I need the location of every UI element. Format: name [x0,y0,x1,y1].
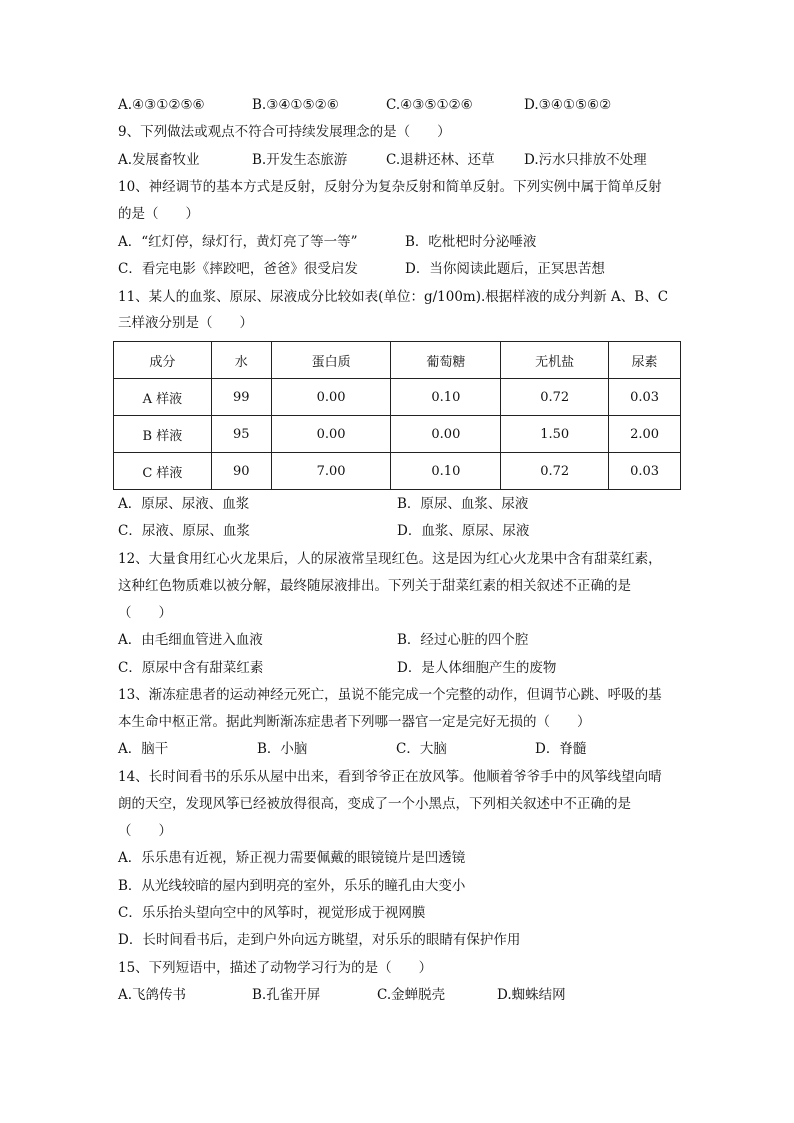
q12-option-d: D．是人体细胞产生的废物 [397,660,557,676]
q15-option-d: D.蜘蛛结网 [497,987,566,1003]
table-cell: 95 [211,416,271,453]
q14-option-a: A．乐乐患有近视，矫正视力需要佩戴的眼镜镜片是凹透镜 [118,850,466,866]
q10-option-c: C．看完电影《摔跤吧，爸爸》很受启发 [118,261,358,277]
table-cell: A 样液 [114,379,212,416]
q13-option-a: A．脑干 [118,741,169,757]
table-cell: C 样液 [114,453,212,490]
q12-option-c: C．原尿中含有甜菜红素 [118,660,264,676]
q12-stem-line1: 12、大量食用红心火龙果后，人的尿液常呈现红色。这是因为红心火龙果中含有甜菜红素， [118,551,662,567]
table-cell: 99 [211,379,271,416]
q11-stem-line2: 三样液分别是（ ） [118,315,253,331]
q8-option-c: C.④③⑤①②⑥ [386,97,473,113]
table-header-cell: 葡萄糖 [391,342,501,379]
q8-option-a: A.④③①②⑤⑥ [118,97,205,113]
q13-option-c: C．大脑 [396,741,447,757]
q14-option-b: B．从光线较暗的屋内到明亮的室外，乐乐的瞳孔由大变小 [118,878,466,894]
table-cell: 0.03 [609,379,681,416]
q10-option-d: D．当你阅读此题后，正冥思苦想 [405,261,605,277]
table-cell: 0.00 [271,379,391,416]
table-cell: 0.72 [501,379,609,416]
q15-option-a: A.飞鸽传书 [118,987,187,1003]
q10-stem-line2: 的是（ ） [118,206,199,222]
q11-composition-table [113,341,681,490]
table-cell: 0.10 [391,379,501,416]
q9-option-d: D.污水只排放不处理 [524,152,647,168]
q10-stem-line1: 10、神经调节的基本方式是反射，反射分为复杂反射和简单反射。下列实例中属于简单反射 [118,179,662,195]
q11-option-a: A．原尿、尿液、血浆 [118,496,250,512]
q8-option-d: D.③④①⑤⑥② [524,97,612,113]
table-cell: 0.10 [391,453,501,490]
q12-stem-line3: （ ） [118,605,172,621]
q11-option-c: C．尿液、原尿、血浆 [118,523,250,539]
q9-option-a: A.发展畜牧业 [118,152,200,168]
q9-option-b: B.开发生态旅游 [252,152,348,168]
table-row [114,416,681,453]
q13-option-b: B．小脑 [257,741,308,757]
q14-stem-line2: 朗的天空，发现风筝已经被放得很高，变成了一个小黑点，下列相关叙述中不正确的是 [118,796,631,812]
table-cell: 90 [211,453,271,490]
q14-stem-line3: （ ） [118,823,172,839]
table-cell: 7.00 [271,453,391,490]
q14-stem-line1: 14、长时间看书的乐乐从屋中出来，看到爷爷正在放风筝。他顺着爷爷手中的风筝线望向晴 [118,769,662,785]
q15-option-b: B.孔雀开屏 [252,987,321,1003]
table-header-cell: 无机盐 [501,342,609,379]
table-header-cell: 蛋白质 [271,342,391,379]
table-cell: 0.03 [609,453,681,490]
table-row [114,453,681,490]
table-header-cell: 成分 [114,342,212,379]
q12-option-b: B．经过心脏的四个腔 [397,632,529,648]
table-row [114,379,681,416]
table-header-cell: 尿素 [609,342,681,379]
q15-stem: 15、下列短语中，描述了动物学习行为的是（ ） [118,960,433,976]
q12-option-a: A．由毛细血管进入血液 [118,632,263,648]
q11-option-d: D．血浆、原尿、尿液 [397,523,530,539]
table-header-cell: 水 [211,342,271,379]
table-header-row [114,342,681,379]
q14-option-d: D．长时间看书后，走到户外向远方眺望，对乐乐的眼睛有保护作用 [118,932,521,948]
q13-stem-line2: 本生命中枢正常。据此判断渐冻症患者下列哪一器官一定是完好无损的（ ） [118,714,591,730]
q15-option-c: C.金蝉脱壳 [377,987,446,1003]
q14-option-c: C．乐乐抬头望向空中的风筝时，视觉形成于视网膜 [118,905,426,921]
q9-option-c: C.退耕还林、还草 [386,152,495,168]
q10-option-a: A．“红灯停，绿灯行，黄灯亮了等一等” [118,234,358,250]
q8-option-b: B.③④①⑤②⑥ [252,97,339,113]
table-cell: 0.00 [271,416,391,453]
q12-stem-line2: 这种红色物质难以被分解，最终随尿液排出。下列关于甜菜红素的相关叙述不正确的是 [118,578,631,594]
q11-stem-line1: 11、某人的血浆、原尿、尿液成分比较如表(单位：g/100m).根据样液的成分判新 A、B、C [118,289,669,305]
q11-option-b: B．原尿、血浆、尿液 [397,496,529,512]
table-cell: 1.50 [501,416,609,453]
table-cell: 0.00 [391,416,501,453]
q9-stem: 9、下列做法或观点不符合可持续发展理念的是（ ） [118,124,451,140]
table-cell: 2.00 [609,416,681,453]
table-cell: 0.72 [501,453,609,490]
q10-option-b: B．吃枇杷时分泌唾液 [405,234,537,250]
table-cell: B 样液 [114,416,212,453]
q13-stem-line1: 13、渐冻症患者的运动神经元死亡，虽说不能完成一个完整的动作，但调节心跳、呼吸的基 [118,687,662,703]
q13-option-d: D．脊髓 [535,741,587,757]
